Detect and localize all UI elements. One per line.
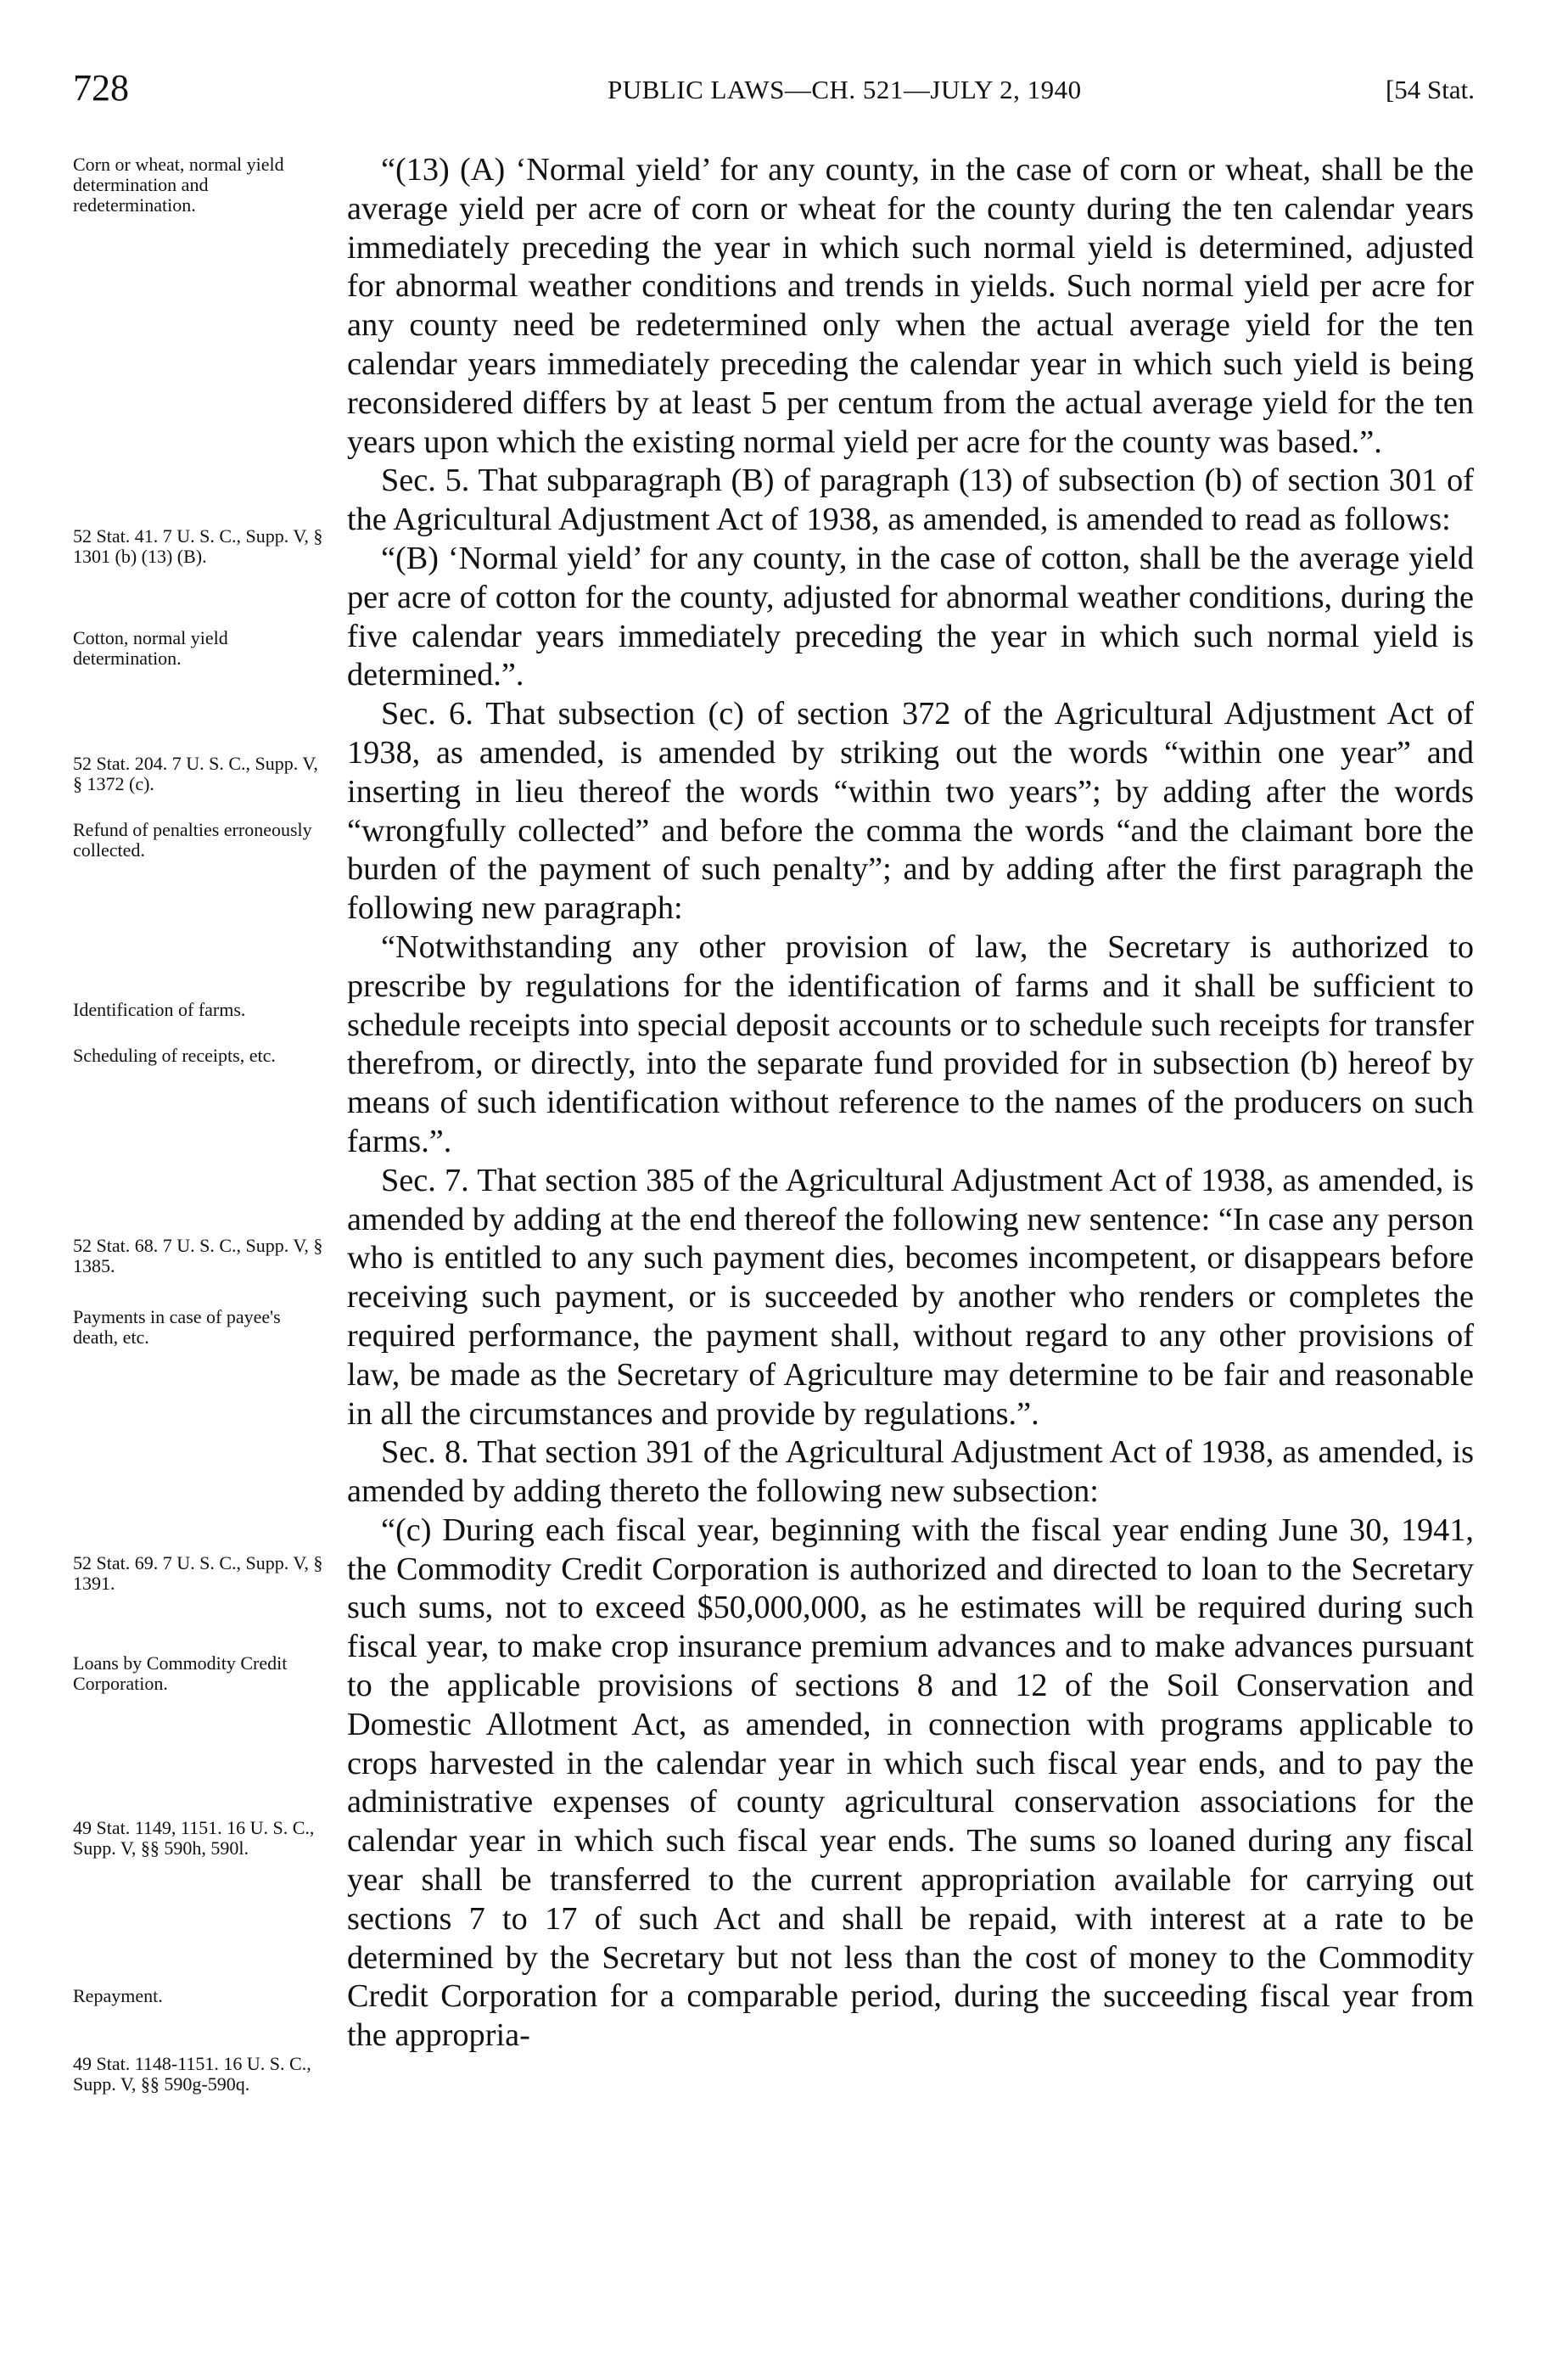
paragraph-sec-5: Sec. 5. That subparagraph (B) of paragraph (13) of subsection (b) of section 301 of the Agricultural Adjustment Act of 1938, as amended, is amended to read as follows: bbox=[347, 463, 1474, 538]
margin-note: Cotton, normal yield determination. bbox=[73, 627, 228, 669]
paragraph-sec-8: Sec. 8. That section 391 of the Agricultural Adjustment Act of 1938, as amended, is amended by adding thereto the following new subsection: bbox=[347, 1434, 1474, 1510]
running-title: PUBLIC LAWS—CH. 521—JULY 2, 1940 bbox=[608, 75, 1082, 104]
margin-note: Loans by Commodity Credit Corporation. bbox=[73, 1652, 288, 1694]
paragraph-identification-of-farms: “Notwithstanding any other provision of law, the Secretary is authorized to prescribe by regulations for the identification of farms and it shall be sufficient to schedule receipts into special deposit accounts or to schedule such receipts for transfer therefrom, or directly, into the separate fund provided for in subsection (b) hereof by means of such identification without reference to the names of the producers on such farms.”. bbox=[347, 928, 1474, 1159]
page-number: 728 bbox=[73, 67, 129, 109]
statute-body bbox=[347, 151, 1474, 2056]
paragraph-sec-7: Sec. 7. That section 385 of the Agricultural Adjustment Act of 1938, as amended, is amended by adding at the end thereof the following new sentence: “In case any person who is entitled to any such payment dies, becomes incompetent, or disappears before receiving such payment, or is succeeded by another who renders or completes the required performance, the payment shall, without regard to any other provisions of law, be made as the Secretary of Agriculture may determine to be fair and reasonable in all the circumstances and provide by regulations.”. bbox=[347, 1162, 1474, 1432]
margin-note: Scheduling of receipts, etc. bbox=[73, 1045, 276, 1066]
margin-note-citation: 49 Stat. 1149, 1151. 16 U. S. C., Supp. V, §§ 590h, 590l. bbox=[73, 1817, 315, 1859]
margin-note-citation: 49 Stat. 1148-1151. 16 U. S. C., Supp. V, §§ 590g-590q. bbox=[73, 2053, 311, 2095]
margin-note-citation: 52 Stat. 41. 7 U. S. C., Supp. V, § 1301 (b) (13) (B). bbox=[73, 525, 323, 567]
margin-note: Refund of penalties erroneously collected. bbox=[73, 819, 312, 861]
margin-note: Identification of farms. bbox=[73, 999, 246, 1020]
margin-note-citation: 52 Stat. 69. 7 U. S. C., Supp. V, § 1391. bbox=[73, 1552, 323, 1594]
paragraph-normal-yield-corn-wheat: “(13) (A) ‘Normal yield’ for any county, in the case of corn or wheat, shall be the average yield per acre of corn or wheat for the county during the ten calendar years immediately preceding the year in which such normal yield is determined, adjusted for abnormal weather conditions and trends in yields. Such normal yield per acre for any county need be redetermined only when the actual average yield for the ten calendar years immediately preceding the calendar year in which such yield is being reconsidered differs by at least 5 per centum from the actual average yield for the ten years upon which the existing normal yield per acre for the county was based.”. bbox=[347, 152, 1474, 460]
paragraph-subsection-c: “(c) During each fiscal year, beginning with the fiscal year ending June 30, 1941, the Commodity Credit Corporation is authorized and directed to loan to the Secretary such sums, not to exceed $50,000,000, as he estimates will be required during such fiscal year, to make crop insurance premium advances and to make advances pursuant to the applicable provisions of sections 8 and 12 of the Soil Conservation and Domestic Allotment Act, as amended, in connection with programs applicable to crops harvested in the calendar year in which such fiscal year ends, and to pay the administrative expenses of county agricultural conservation associations for the calendar year in which such fiscal year ends. The sums so loaned during any fiscal year shall be transferred to the current appropriation available for carrying out sections 7 to 17 of such Act and shall be repaid, with interest at a rate to be determined by the Secretary but not less than the cost of money to the Commodity Credit Corporation for a comparable period, during the succeeding fiscal year from the appropria- bbox=[347, 1512, 1474, 2054]
paragraph-normal-yield-cotton: “(B) ‘Normal yield’ for any county, in the case of cotton, shall be the average yield per acre of cotton for the county, adjusted for abnormal weather conditions, during the five calendar years immediately preceding the year in which such normal yield is determined.”. bbox=[347, 540, 1474, 693]
margin-note: Repayment. bbox=[73, 1985, 163, 2006]
page-header bbox=[73, 66, 1475, 117]
margin-note: Payments in case of payee's death, etc. bbox=[73, 1306, 281, 1348]
margin-note-citation: 52 Stat. 68. 7 U. S. C., Supp. V, § 1385. bbox=[73, 1235, 323, 1276]
margin-note-citation: 52 Stat. 204. 7 U. S. C., Supp. V, § 1372 (c). bbox=[73, 753, 318, 794]
paragraph-sec-6: Sec. 6. That subsection (c) of section 372 of the Agricultural Adjustment Act of 1938, as amended, is amended by striking out the words “within one year” and inserting in lieu thereof the words “within two years”; by adding after the words “wrongfully collected” and before the comma the words “and the claimant bore the burden of the payment of such penalty”; and by adding after the first paragraph the following new paragraph: bbox=[347, 696, 1474, 927]
statute-reference: [54 Stat. bbox=[1385, 75, 1475, 104]
margin-note: Corn or wheat, normal yield determination and redetermination. bbox=[73, 154, 284, 216]
